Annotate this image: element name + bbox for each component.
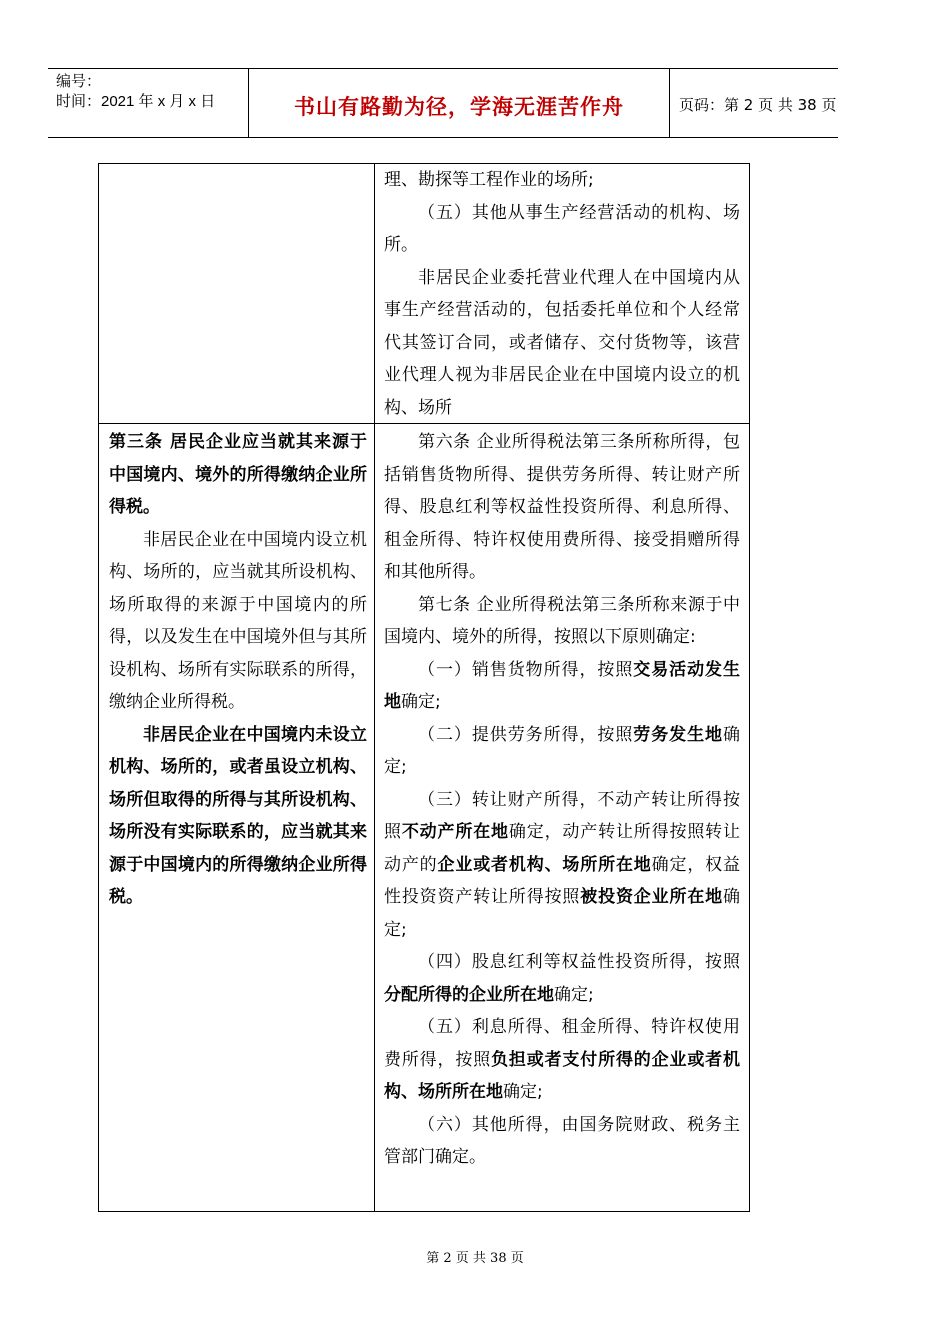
regulation-item-2: （二）提供劳务所得，按照劳务发生地确定; xyxy=(384,724,741,777)
regulation-item-4: （四）股息红利等权益性投资所得，按照分配所得的企业所在地确定; xyxy=(384,952,740,1005)
header-page-cell xyxy=(669,69,838,137)
table-cell-regulation-articles xyxy=(384,426,740,1174)
regulation-item-6: （六）其他所得，由国务院财政、税务主管部门确定。 xyxy=(384,1114,740,1167)
law-article-3-heading: 第三条 居民企业应当就其来源于中国境内、境外的所得缴纳企业所得税。 xyxy=(109,432,367,517)
page-footer: 第 2 页 共 38 页 xyxy=(426,1251,524,1266)
regulation-item-3: （三）转让财产所得，不动产转让所得按照不动产所在地确定，动产转让所得按照转让动产的企业或者机构、场所所在地确定，权益性投资资产转让所得按照被投资企业所在地确定; xyxy=(384,789,741,940)
law-article-3-paragraph: 非居民企业在中国境内未设立机构、场所的，或者虽设立机构、场所但取得的所得与其所设机构、场所没有实际联系的，应当就其来源于中国境内的所得缴纳企业所得税。 xyxy=(109,724,367,907)
regulation-text: 理、勘探等工程作业的场所; xyxy=(384,170,594,190)
law-comparison-table xyxy=(98,163,750,1212)
table-cell-law-article-3 xyxy=(109,426,367,914)
table-column-divider xyxy=(374,164,375,1211)
regulation-text: （五）其他从事生产经营活动的机构、场所。 xyxy=(384,202,740,255)
regulation-item-1: （一）销售货物所得，按照交易活动发生地确定; xyxy=(384,659,741,712)
header-motto: 书山有路勤为径，学海无涯苦作舟 xyxy=(294,95,624,119)
document-date: 时间：2021 年 x 月 x 日 xyxy=(56,93,216,110)
document-number-label: 编号： xyxy=(56,73,102,90)
regulation-article-7: 第七条 企业所得税法第三条所称来源于中国境内、境外的所得，按照以下原则确定: xyxy=(384,594,740,647)
regulation-text: 非居民企业委托营业代理人在中国境内从事生产经营活动的，包括委托单位和个人经常代其签订合同，或者储存、交付货物等，该营业代理人视为非居民企业在中国境内设立的机构、场所 xyxy=(384,267,740,418)
header-meta xyxy=(48,69,248,137)
law-article-3-paragraph: 非居民企业在中国境内设立机构、场所的，应当就其所设机构、场所取得的来源于中国境内的所得，以及发生在中国境外但与其所设机构、场所有实际联系的所得，缴纳企业所得税。 xyxy=(109,529,367,712)
table-cell-regulation-top xyxy=(384,164,740,424)
regulation-item-5: （五）利息所得、租金所得、特许权使用费所得，按照负担或者支付所得的企业或者机构、场所所在地确定; xyxy=(384,1017,741,1102)
page-header xyxy=(48,68,838,138)
header-motto-cell xyxy=(248,69,670,137)
regulation-article-6: 第六条 企业所得税法第三条所称所得，包括销售货物所得、提供劳务所得、转让财产所得、股息红利等权益性投资所得、利息所得、租金所得、特许权使用费所得、接受捐赠所得和其他所得。 xyxy=(384,432,740,582)
header-page-info: 页码：第 2 页 共 38 页 xyxy=(679,96,837,114)
